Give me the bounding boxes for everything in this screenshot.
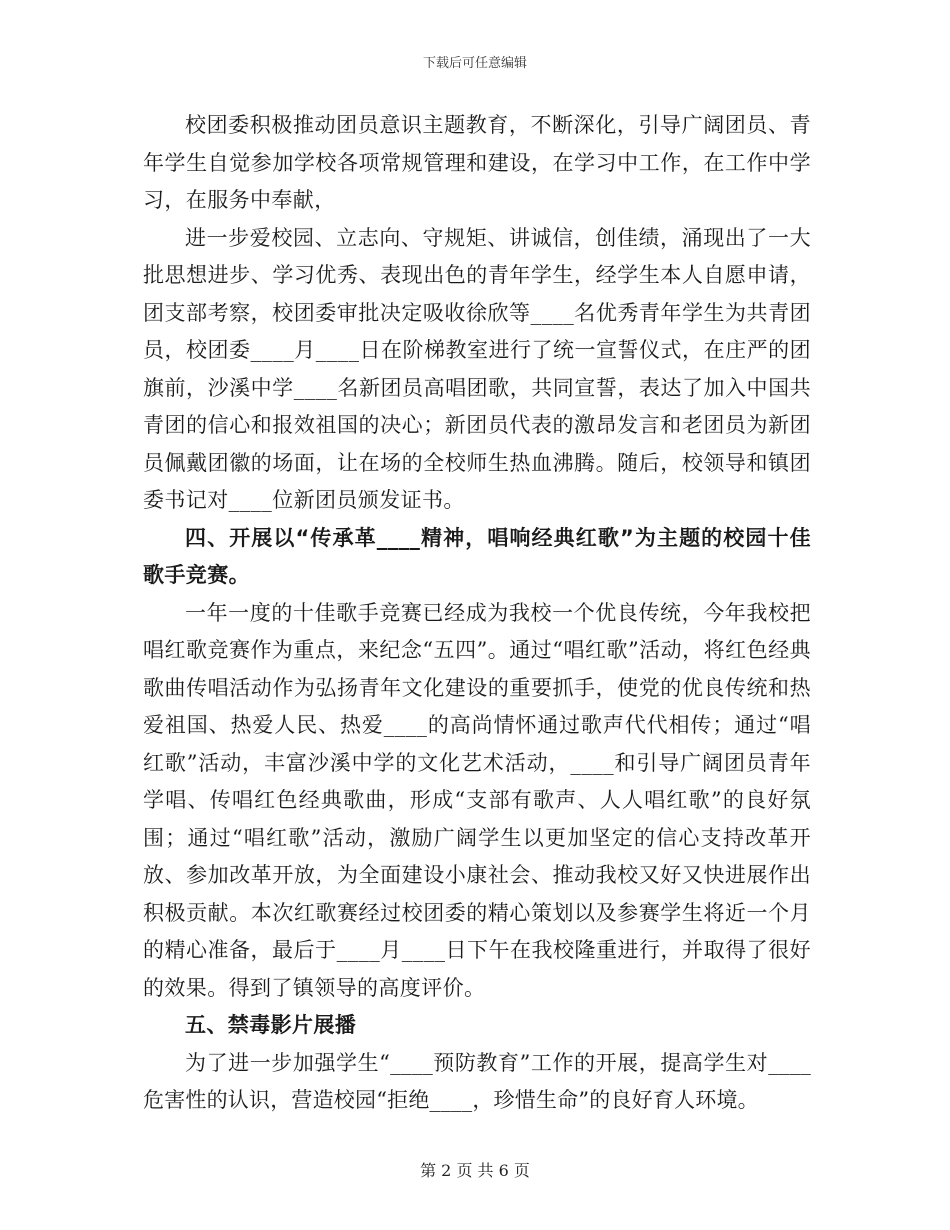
section-heading-singing-contest: 四、开展以“传承革____精神，唱响经典红歌”为主题的校园十佳歌手竞赛。 (143, 525, 811, 587)
paragraph-league-education: 校团委积极推动团员意识主题教育，不断深化，引导广阔团员、青年学生自觉参加学校各项常规管理和建设，在学习中工作，在工作中学习，在服务中奉献， (143, 113, 811, 212)
page-header-note: 下载后可任意编辑 (422, 56, 527, 71)
paragraph-anti-drug-education: 为了进一步加强学生“____预防教育”工作的开展，提高学生对____危害性的认识，营造校园“拒绝____，珍惜生命”的良好育人环境。 (143, 1050, 811, 1112)
paragraph-new-members-oath: 进一步爱校园、立志向、守规矩、讲诚信，创佳绩，涌现出了一大批思想进步、学习优秀、表现出色的青年学生，经学生本人自愿申请，团支部考察，校团委审批决定吸收徐欣等____名优秀青年学生为共青团员，校团委____月____日在阶梯教室进行了统一宣誓仪式，在庄严的团旗前，沙溪中学____名新团员高唱团歌，共同宣誓，表达了加入中国共青团的信心和报效祖国的决心；新团员代表的激昂发言和老团员为新团员佩戴团徽的场面，让在场的全校师生热血沸腾。随后，校领导和镇团委书记对____位新团员颁发证书。 (143, 225, 811, 512)
page-number: 第 2 页 共 6 页 (420, 1161, 530, 1180)
document-body (143, 107, 811, 1120)
paragraph-red-songs-contest: 一年一度的十佳歌手竞赛已经成为我校一个优良传统，今年我校把唱红歌竞赛作为重点，来纪念“五四”。通过“唱红歌”活动，将红色经典歌曲传唱活动作为弘扬青年文化建设的重要抓手，使党的优良传统和热爱祖国、热爱人民、热爱____的高尚情怀通过歌声代代相传；通过“唱红歌”活动，丰富沙溪中学的文化艺术活动，____和引导广阔团员青年学唱、传唱红色经典歌曲，形成“支部有歌声、人人唱红歌”的良好氛围；通过“唱红歌”活动，激励广阔学生以更加坚定的信心支持改革开放、参加改革开放，为全面建设小康社会、推动我校又好又快进展作出积极贡献。本次红歌赛经过校团委的精心策划以及参赛学生将近一个月的精心准备，最后于____月____日下午在我校隆重进行，并取得了很好的效果。得到了镇领导的高度评价。 (143, 600, 811, 1000)
section-heading-anti-drug-films: 五、禁毒影片展播 (185, 1013, 357, 1037)
